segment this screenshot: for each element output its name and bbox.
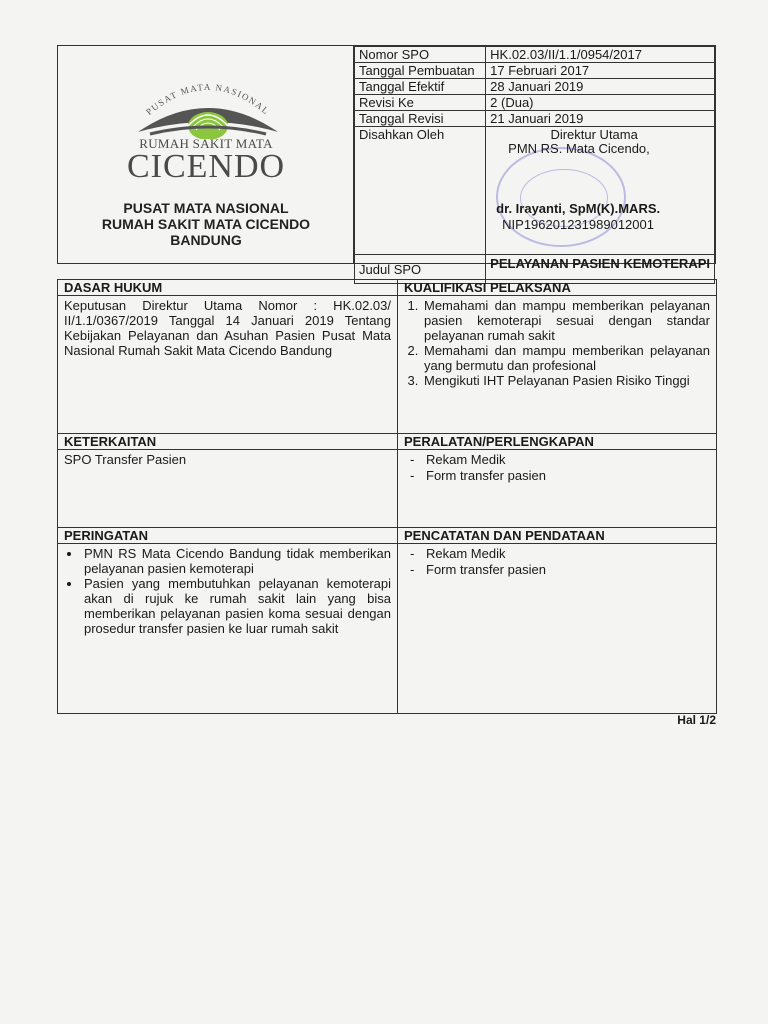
approval-signature-cell [486,127,715,255]
section-title-peringatan: PERINGATAN [58,528,398,544]
signer-organization: PMN RS. Mata Cicendo, [508,141,650,156]
meta-value: HK.02.03/II/1.1/0954/2017 [486,47,715,63]
logo-area [58,46,354,263]
list-item: - Rekam Medik [410,452,710,468]
meta-value: 17 Februari 2017 [486,63,715,79]
section-body-row [58,450,717,528]
section-body-row [58,544,717,714]
section-header-row [58,434,717,450]
peringatan-cell [58,544,398,714]
pencatatan-cell [398,544,717,714]
spo-content-table [57,279,717,714]
section-body-row [58,296,717,434]
list-item: 3. Mengikuti IHT Pelayanan Pasien Risiko Tinggi [422,373,710,388]
list-item: 1. Memahami dan mampu memberikan pelayanan pasien kemoterapi sesuai dengan standar pelayanan rumah sakit [422,298,710,343]
peringatan-list [64,546,391,636]
list-item: - Form transfer pasien [410,562,710,578]
section-title-pencatatan: PENCATATAN DAN PENDATAAN [398,528,717,544]
organization-name [58,200,354,248]
signer-name: dr. Irayanti, SpM(K).MARS. [496,201,661,216]
section-title-kualifikasi: KUALIFIKASI PELAKSANA [398,280,717,296]
meta-key: Revisi Ke [355,95,486,111]
meta-value: 2 (Dua) [486,95,715,111]
list-item: - Rekam Medik [410,546,710,562]
meta-row [355,111,715,127]
keterkaitan-text: SPO Transfer Pasien [58,450,398,528]
signature-block [490,127,710,254]
kualifikasi-cell [398,296,717,434]
spo-header [57,45,716,277]
hospital-logo-icon [128,64,288,139]
meta-row [355,95,715,111]
official-stamp-icon [496,147,626,247]
org-line-3: BANDUNG [170,232,242,248]
hospital-name: CICENDO [126,148,286,185]
approval-label: Disahkan Oleh [355,127,486,255]
page-number: Hal 1/2 [677,713,716,727]
signer-title: Direktur Utama [550,127,638,142]
meta-row [355,79,715,95]
signer-nip: NIP196201231989012001 [502,217,654,232]
title-label: Judul SPO [355,255,486,284]
dasar-hukum-text: Keputusan Direktur Utama Nomor : HK.02.03/ II/1.1/0367/2019 Tanggal 14 Januari 2019 Tentang Kebijakan Pelayanan dan Asuhan Pasien Pusat Mata Nasional Rumah Sakit Mata Cicendo Bandung [58,296,398,434]
meta-key: Tanggal Pembuatan [355,63,486,79]
spo-title: PELAYANAN PASIEN KEMOTERAPI [486,255,715,284]
list-item: 2. Memahami dan mampu memberikan pelayanan yang bermutu dan profesional [422,343,710,373]
spo-meta-table [354,46,715,284]
list-item: • Pasien yang membutuhkan pelayanan kemoterapi akan di rujuk ke rumah sakit lain yang bisa memberikan pelayanan pasien koma sesuai dengan prosedur transfer pasien ke luar rumah sakit [82,576,391,636]
meta-value: 21 Januari 2019 [486,111,715,127]
meta-key: Tanggal Revisi [355,111,486,127]
meta-key: Tanggal Efektif [355,79,486,95]
peralatan-list [404,452,710,484]
peralatan-cell [398,450,717,528]
pencatatan-list [404,546,710,578]
section-title-peralatan: PERALATAN/PERLENGKAPAN [398,434,717,450]
approval-row [355,127,715,255]
org-line-2: RUMAH SAKIT MATA CICENDO [101,216,311,232]
meta-row [355,63,715,79]
list-item: • PMN RS Mata Cicendo Bandung tidak memberikan pelayanan pasien kemoterapi [82,546,391,576]
section-header-row [58,528,717,544]
section-title-dasar-hukum: DASAR HUKUM [58,280,398,296]
logo-arc-text: PUSAT MATA NASIONAL [144,81,272,117]
meta-row [355,47,715,63]
hospital-label: RUMAH SAKIT MATA [139,136,273,151]
meta-key: Nomor SPO [355,47,486,63]
org-line-1: PUSAT MATA NASIONAL [123,200,289,216]
meta-value: 28 Januari 2019 [486,79,715,95]
section-title-keterkaitan: KETERKAITAN [58,434,398,450]
kualifikasi-list [404,298,710,388]
section-header-row [58,280,717,296]
list-item: - Form transfer pasien [410,468,710,484]
